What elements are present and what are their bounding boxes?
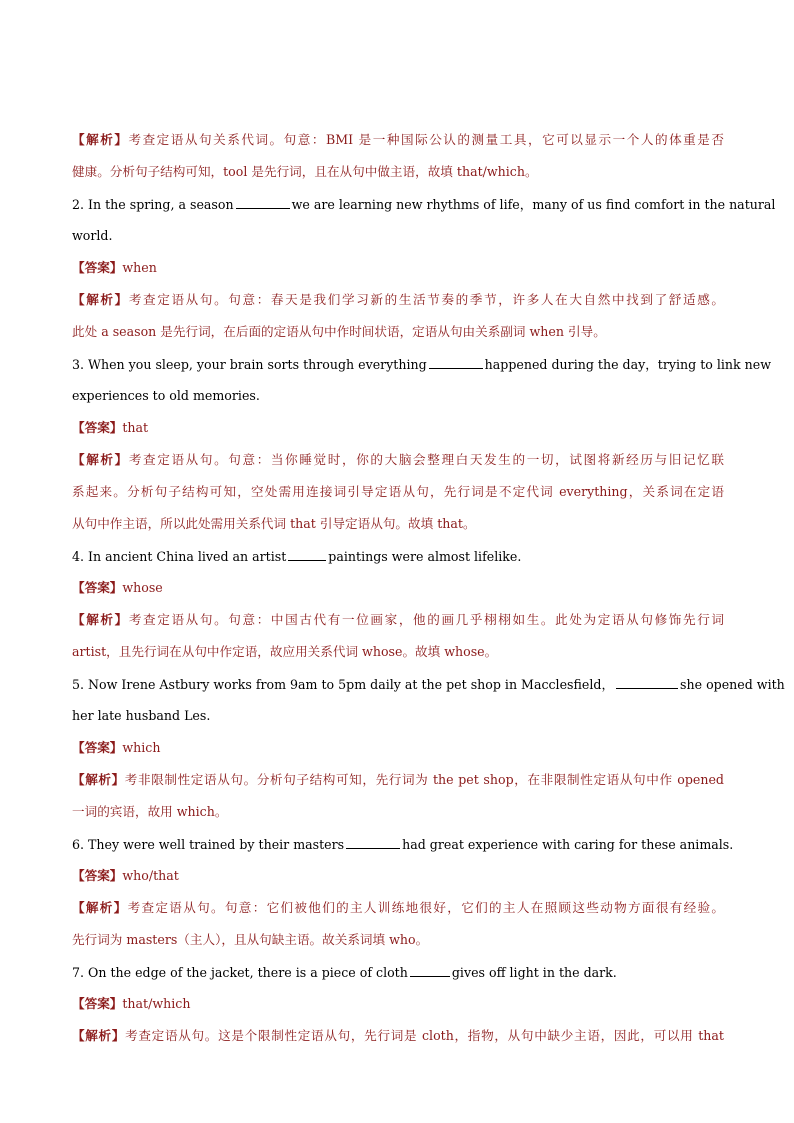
q4-blank bbox=[288, 547, 326, 561]
analysis-label: 【解析】 bbox=[72, 612, 129, 627]
q4-analysis-line-2: artist，且先行词在从句中作定语，故应用关系代词 whose。故填 whose。 bbox=[72, 644, 498, 659]
q3-analysis-line-2: 系起来。分析句子结构可知，空处需用连接词引导定语从句，先行词是不定代词 everything，关系词在定语 bbox=[72, 484, 724, 499]
q3-blank bbox=[429, 355, 483, 369]
q6-answer: 【答案】who/that bbox=[72, 868, 179, 883]
answer-label: 【答案】 bbox=[72, 580, 123, 595]
q1-analysis-line-1: 【解析】考查定语从句关系代词。句意：BMI 是一种国际公认的测量工具，它可以显示一个人的体重是否 bbox=[72, 132, 724, 147]
q2-blank bbox=[236, 195, 290, 209]
q2-answer: 【答案】when bbox=[72, 260, 157, 275]
q4-answer: 【答案】whose bbox=[72, 580, 163, 595]
q4-question: 4. In ancient China lived an artist paintings were almost lifelike. bbox=[72, 549, 522, 564]
analysis-label: 【解析】 bbox=[72, 132, 129, 147]
answer-label: 【答案】 bbox=[72, 420, 123, 435]
q2-question-line-2: world. bbox=[72, 228, 113, 243]
q3-analysis-line-1: 【解析】考查定语从句。句意：当你睡觉时，你的大脑会整理白天发生的一切，试图将新经历与旧记忆联 bbox=[72, 452, 725, 467]
q2-question-line-1: 2. In the spring, a season we are learning new rhythms of life，many of us find comfort in the natural bbox=[72, 197, 776, 212]
q2-analysis-line-2: 此处 a season 是先行词，在后面的定语从句中作时间状语，定语从句由关系副词 when 引导。 bbox=[72, 324, 606, 339]
analysis-label: 【解析】 bbox=[72, 900, 128, 915]
q7-question: 7. On the edge of the jacket, there is a piece of cloth gives off light in the dark. bbox=[72, 965, 617, 980]
answer-label: 【答案】 bbox=[72, 996, 123, 1011]
q5-answer: 【答案】which bbox=[72, 740, 161, 755]
q5-analysis-line-1: 【解析】考非限制性定语从句。分析句子结构可知，先行词为 the pet shop，在非限制性定语从句中作 opened bbox=[72, 772, 724, 787]
q5-question-line-1: 5. Now Irene Astbury works from 9am to 5pm daily at the pet shop in Macclesfield， she opened with bbox=[72, 677, 785, 692]
q7-analysis-line-1: 【解析】考查定语从句。这是个限制性定语从句，先行词是 cloth，指物，从句中缺少主语，因此，可以用 that bbox=[72, 1028, 724, 1043]
analysis-label: 【解析】 bbox=[72, 772, 125, 787]
q3-analysis-line-3: 从句中作主语，所以此处需用关系代词 that 引导定语从句。故填 that。 bbox=[72, 516, 476, 531]
q4-analysis-line-1: 【解析】考查定语从句。句意：中国古代有一位画家，他的画几乎栩栩如生。此处为定语从句修饰先行词 bbox=[72, 612, 725, 627]
q6-analysis-line-1: 【解析】考查定语从句。句意：它们被他们的主人训练地很好，它们的主人在照顾这些动物方面很有经验。 bbox=[72, 900, 725, 915]
q6-analysis-line-2: 先行词为 masters（主人），且从句缺主语。故关系词填 who。 bbox=[72, 932, 429, 947]
q6-blank bbox=[346, 835, 400, 849]
q3-question-line-1: 3. When you sleep, your brain sorts through everything happened during the day，trying to link new bbox=[72, 357, 771, 372]
q3-answer: 【答案】that bbox=[72, 420, 149, 435]
q6-question: 6. They were well trained by their masters had great experience with caring for these animals. bbox=[72, 837, 734, 852]
analysis-label: 【解析】 bbox=[72, 1028, 126, 1043]
q7-blank bbox=[410, 963, 450, 977]
q2-analysis-line-1: 【解析】考查定语从句。句意：春天是我们学习新的生活节奏的季节，许多人在大自然中找到了舒适感。 bbox=[72, 292, 725, 307]
q1-analysis-line-2: 健康。分析句子结构可知，tool 是先行词，且在从句中做主语，故填 that/which。 bbox=[72, 164, 538, 179]
q3-question-line-2: experiences to old memories. bbox=[72, 388, 260, 403]
analysis-label: 【解析】 bbox=[72, 292, 129, 307]
answer-label: 【答案】 bbox=[72, 740, 123, 755]
q5-analysis-line-2: 一词的宾语，故用 which。 bbox=[72, 804, 228, 819]
q5-blank bbox=[616, 675, 678, 689]
q5-question-line-2: her late husband Les. bbox=[72, 708, 211, 723]
q7-answer: 【答案】that/which bbox=[72, 996, 191, 1011]
answer-label: 【答案】 bbox=[72, 260, 123, 275]
answer-label: 【答案】 bbox=[72, 868, 123, 883]
analysis-label: 【解析】 bbox=[72, 452, 129, 467]
